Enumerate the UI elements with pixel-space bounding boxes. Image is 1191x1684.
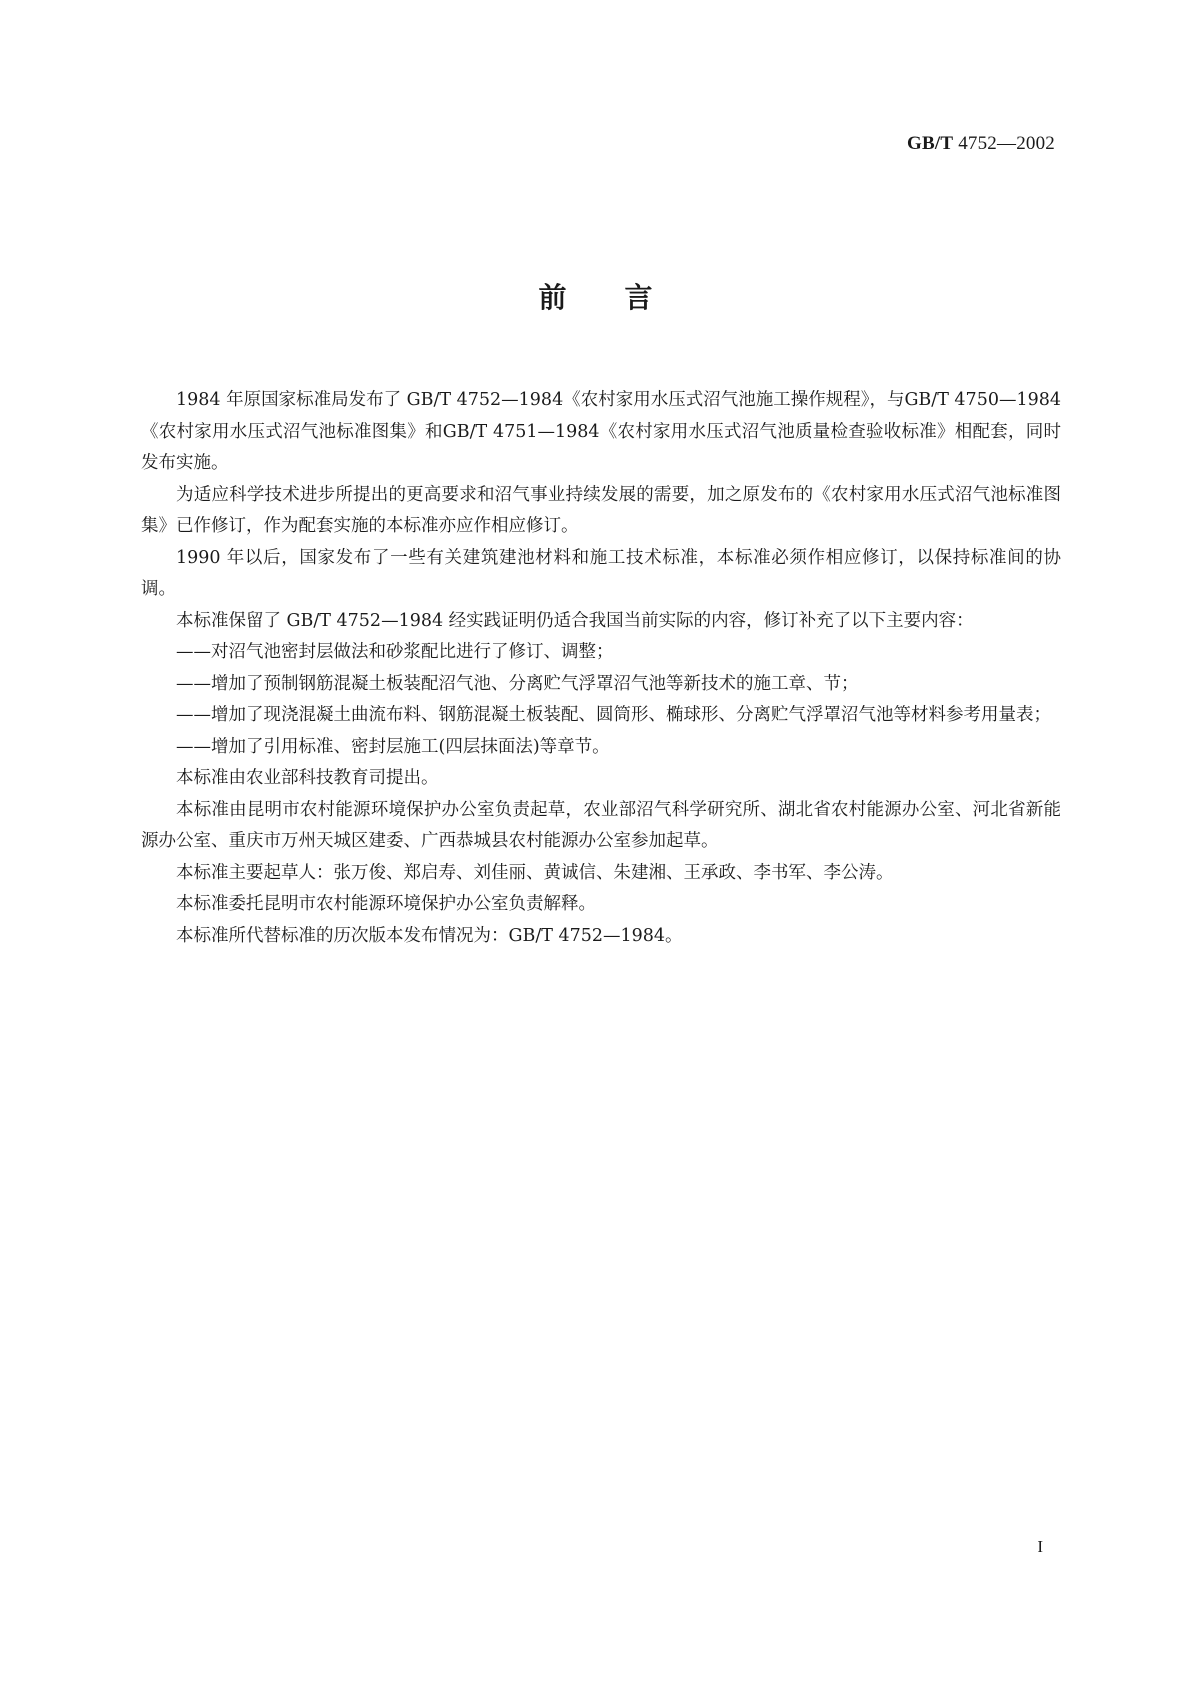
foreword-body	[141, 385, 1061, 952]
paragraph-drafters-org: 本标准由昆明市农村能源环境保护办公室负责起草，农业部沼气科学研究所、湖北省农村能源办公室、河北省新能源办公室、重庆市万州天城区建委、广西恭城县农村能源办公室参加起草。	[141, 799, 1061, 851]
paragraph-history: 1984 年原国家标准局发布了 GB/T 4752—1984《农村家用水压式沼气池施工操作规程》，与GB/T 4750—1984《农村家用水压式沼气池标准图集》和GB/T 4751—1984《农村家用水压式沼气池质量检查验收标准》相配套，同时发布实施。	[141, 390, 1061, 473]
revision-item: ——对沼气池密封层做法和砂浆配比进行了修订、调整；	[176, 642, 614, 662]
paragraph-proposer: 本标准由农业部科技教育司提出。	[176, 768, 439, 788]
paragraph-interpretation: 本标准委托昆明市农村能源环境保护办公室负责解释。	[176, 894, 596, 914]
revision-item: ——增加了现浇混凝土曲流布料、钢筋混凝土板装配、圆筒形、椭球形、分离贮气浮罩沼气池等材料参考用量表；	[176, 705, 1051, 725]
page-number: I	[1037, 1537, 1043, 1556]
paragraph-versions: 本标准所代替标准的历次版本发布情况为：GB/T 4752—1984。	[176, 925, 683, 946]
revision-item: ——增加了引用标准、密封层施工(四层抹面法)等章节。	[176, 736, 610, 757]
paragraph-revision-intro: 本标准保留了 GB/T 4752—1984 经实践证明仍适合我国当前实际的内容，修订补充了以下主要内容：	[176, 610, 974, 631]
page-title: 前言	[538, 281, 711, 314]
revision-item: ——增加了预制钢筋混凝土板装配沼气池、分离贮气浮罩沼气池等新技术的施工章、节；	[176, 673, 859, 694]
paragraph-reason: 为适应科学技术进步所提出的更高要求和沼气事业持续发展的需要，加之原发布的《农村家用水压式沼气池标准图集》已作修订，作为配套实施的本标准亦应作相应修订。	[141, 484, 1061, 536]
standard-prefix: GB/T	[907, 133, 954, 154]
standard-code	[907, 133, 1055, 155]
paragraph-coordination: 1990 年以后，国家发布了一些有关建筑建池材料和施工技术标准，本标准必须作相应修订，以保持标准间的协调。	[141, 547, 1061, 599]
paragraph-drafters: 本标准主要起草人：张万俊、郑启寿、刘佳丽、黄诚信、朱建湘、王承政、李书军、李公涛。	[176, 862, 894, 883]
standard-number: 4752—2002	[953, 133, 1055, 154]
